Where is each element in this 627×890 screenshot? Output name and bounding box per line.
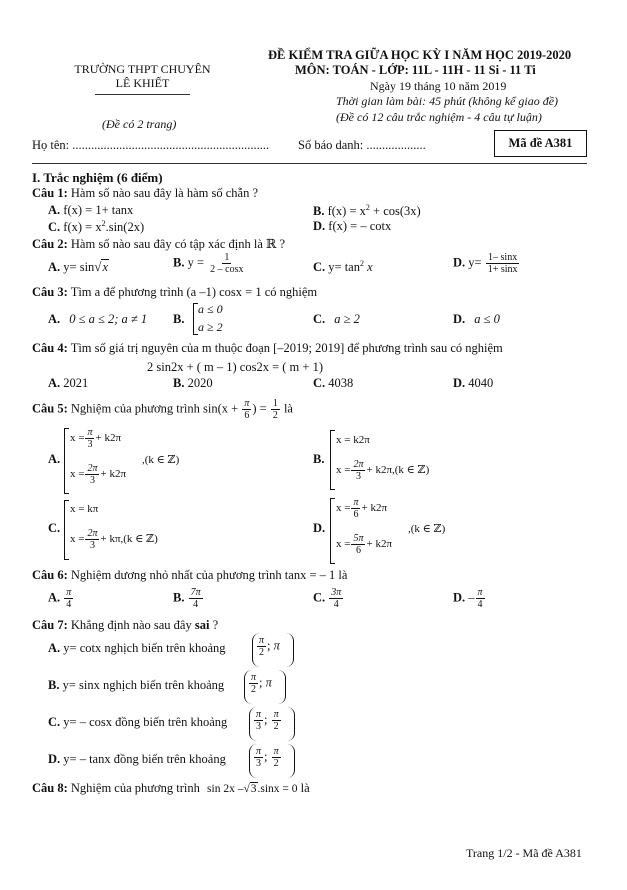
exam-code: Mã đề A381 — [508, 136, 573, 150]
q1-option-b: B. $f(x) = x^2 + \cos(3x)$ — [313, 203, 421, 219]
q5-a-domain: ,(k ∈ ℤ) — [142, 454, 180, 466]
q3-b-system-bracket — [193, 303, 194, 335]
q3-option-d: D. a ≤ 0 — [453, 312, 500, 326]
q3-option-b: B. — [173, 312, 185, 326]
q1-option-c: C. $f(x) = x^2.\sin(2x)$ — [48, 219, 145, 235]
q6-option-c: C. $\frac{3\pi}{4}$ — [313, 587, 342, 610]
q6-option-a: A. $\frac{\pi}{4}$ — [48, 587, 72, 610]
q5-option-b: B. — [313, 452, 325, 466]
section-title: I. Trắc nghiệm (6 điểm) — [32, 170, 163, 185]
question-8: Câu 8: Nghiệm của phương trình sin 2x –√3.sinx = 0 là — [32, 781, 310, 795]
q7-d-interval-content: $\frac{\pi}{3}$ ; $\frac{\pi}{2}$ — [256, 746, 279, 769]
q4-option-c: C. 4038 — [313, 376, 354, 390]
candidate-id-field: Số báo danh: ................... — [298, 138, 426, 152]
exam-date: Ngày 19 tháng 10 năm 2019 — [370, 79, 507, 93]
q7-a-interval-content: $\frac{\pi}{2}$ ; π — [259, 635, 280, 658]
q4-option-d: D. 4040 — [453, 376, 494, 390]
time-line: Thời gian làm bài: 45 phút (không kể giao đề) — [336, 94, 559, 108]
q7-option-c: C. y= – cosx đồng biến trên khoảng — [48, 715, 228, 729]
q7-b-interval-content: $\frac{\pi}{2}$ ; π — [251, 672, 272, 695]
question-6: Câu 6: Nghiệm dương nhỏ nhất của phương trình tanx = – 1 là — [32, 568, 348, 582]
school-underline — [95, 94, 190, 95]
exam-title: ĐỀ KIỂM TRA GIỮA HỌC KỲ I NĂM HỌC 2019-2020 — [268, 48, 572, 62]
q2-option-c: C. $y= \tan^2 x$ — [313, 259, 373, 275]
q3-b-row2: a ≥ 2 — [198, 320, 223, 334]
q7-c-interval-content: $\frac{\pi}{3}$ ; $\frac{\pi}{2}$ — [256, 709, 279, 732]
school-name-line2: LÊ KHIẾT — [115, 76, 170, 90]
q2-b-fraction: $\frac{1}{2 - \cos x}$ — [210, 252, 244, 275]
q4-equation: 2 sin2x + ( m – 1) cos2x = ( m + 1) — [147, 360, 323, 374]
q5-d-domain: ,(k ∈ ℤ) — [408, 523, 446, 535]
candidate-name-field: Họ tên: ............................................................... — [32, 138, 270, 152]
pages-note: (Đề có 2 trang) — [102, 117, 177, 131]
q5-option-d: D. — [313, 521, 326, 535]
q3-option-a: A. 0 ≤ a ≤ 2; a ≠ 1 — [48, 312, 148, 326]
q2-option-a: A. y= sin√x — [48, 259, 108, 274]
q5-b-row2: x = $\frac{2\pi}{3}$ + k2π,(k ∈ ℤ) — [336, 459, 430, 482]
q5-c-row2: x = $\frac{2\pi}{3}$ + kπ,(k ∈ ℤ) — [70, 528, 158, 551]
header-divider — [32, 163, 587, 164]
q5-b-bracket — [330, 430, 331, 490]
q3-option-c: C. a ≥ 2 — [313, 312, 360, 326]
q5-a-bracket — [64, 428, 65, 494]
q5-b-row1: x = k2π — [336, 434, 370, 446]
structure-line: (Đề có 12 câu trắc nghiệm - 4 câu tự luận) — [336, 110, 542, 124]
q2-d-fraction: $\frac{1- \sin x}{1+ \sin x}$ — [487, 252, 518, 275]
q6-option-b: B. $\frac{7\pi}{4}$ — [173, 587, 201, 610]
question-1: Câu 1: Hàm số nào sau đây là hàm số chẵn ? — [32, 186, 259, 200]
subject-line: MÔN: TOÁN - LỚP: 11L - 11H - 11 Si - 11 Ti — [295, 63, 536, 77]
q5-a-row2: x = $\frac{2\pi}{3}$ + k2π — [70, 463, 126, 486]
q2-option-d: D. y= $\frac{1- \sin x}{1+ \sin x}$ — [453, 252, 518, 275]
q3-b-row1: a ≤ 0 — [198, 302, 223, 316]
q5-option-a: A. — [48, 452, 61, 466]
q1-option-d: D. f(x) = – cotx — [313, 219, 392, 233]
q4-option-a: A. 2021 — [48, 376, 89, 390]
q5-d-bracket — [330, 498, 331, 564]
q7-option-b: B. y= sinx nghịch biến trên khoảng — [48, 678, 225, 692]
q6-option-d: D. – $\frac{\pi}{4}$ — [453, 587, 483, 610]
q7-option-d: D. y= – tanx đồng biến trên khoảng — [48, 752, 226, 766]
school-name: TRƯỜNG THPT CHUYÊN — [74, 62, 211, 76]
q5-d-row2: x = $\frac{5\pi}{6}$ + k2π — [336, 533, 392, 556]
q2-option-b: B. y = $\frac{1}{2 - \cos x}$ — [173, 252, 244, 275]
question-7: Câu 7: Khẳng định nào sau đây sai ? — [32, 618, 219, 632]
question-5: Câu 5: Nghiệm của phương trình sin(x + $\frac{\pi}{6}$ ) = $\frac{1}{2}$ là — [32, 398, 293, 421]
question-3: Câu 3: Tìm a để phương trình (a –1) cosx = 1 có nghiệm — [32, 285, 318, 299]
q5-option-c: C. — [48, 521, 61, 535]
question-2: Câu 2: Hàm số nào sau đây có tập xác định là ℝ ? — [32, 237, 286, 251]
q5-d-row1: x = $\frac{\pi}{6}$ + k2π — [336, 497, 387, 520]
q5-c-bracket — [64, 500, 65, 560]
page-footer: Trang 1/2 - Mã đề A381 — [466, 846, 582, 860]
q5-c-row1: x = kπ — [70, 503, 99, 515]
q4-option-b: B. 2020 — [173, 376, 213, 390]
q7-option-a: A. y= cotx nghịch biến trên khoảng — [48, 641, 226, 655]
question-4: Câu 4: Tìm số giá trị nguyên của m thuộc đoạn [–2019; 2019] để phương trình sau có nghiệm — [32, 341, 503, 355]
q5-a-row1: x = $\frac{\pi}{3}$ + k2π — [70, 427, 121, 450]
q1-option-a: A. f(x) = 1+ tanx — [48, 203, 134, 217]
